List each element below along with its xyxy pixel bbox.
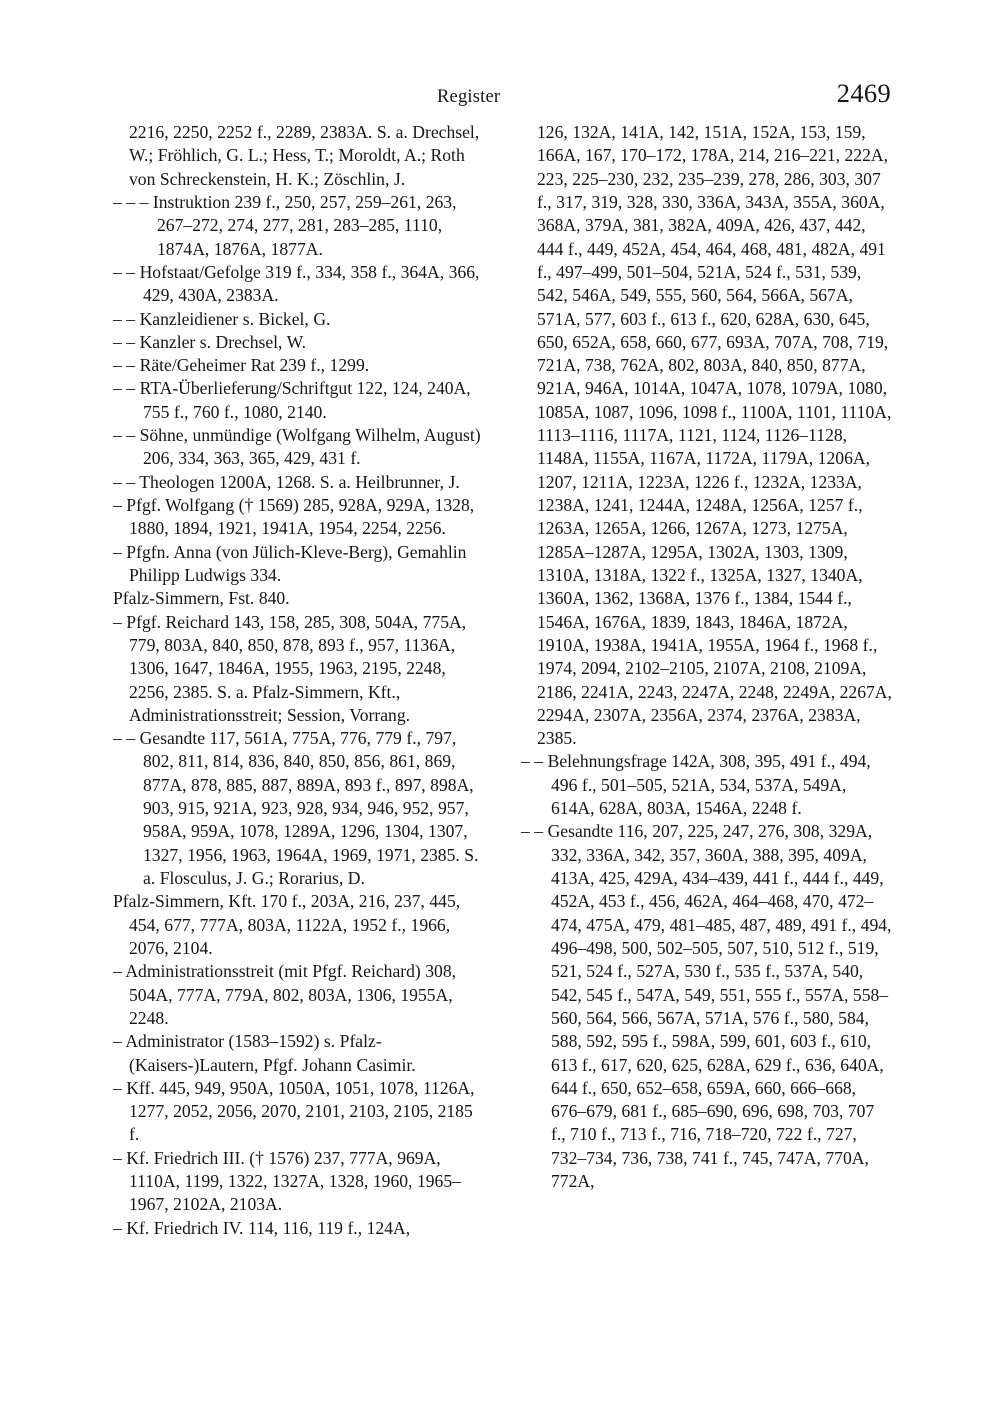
entry-level-dash: – bbox=[113, 611, 122, 632]
index-entry bbox=[113, 331, 485, 354]
entry-text: Instruktion 239 f., 250, 257, 259–261, 263, 267–272, 274, 277, 281, 283–285, 1110, 1874A, 1876A, 1877A. bbox=[152, 191, 457, 259]
entry-text: Kanzleidiener s. Bickel, G. bbox=[139, 308, 331, 329]
entry-level-dash: – – bbox=[521, 821, 544, 842]
entry-text: Theologen 1200A, 1268. S. a. Heilbrunner, J. bbox=[139, 471, 460, 492]
index-entry bbox=[113, 1147, 485, 1217]
index-entry bbox=[113, 261, 485, 308]
entry-text: 2216, 2250, 2252 f., 2289, 2383A. S. a. Drechsel, W.; Fröhlich, G. L.; Hess, T.; Moroldt, A.; Roth von Schreckenstein, H. K.; Zöschlin, J. bbox=[129, 122, 480, 189]
entry-level-dash: – – bbox=[113, 471, 136, 492]
entry-text: Söhne, unmündige (Wolfgang Wilhelm, August) 206, 334, 363, 365, 429, 431 f. bbox=[139, 425, 481, 469]
entry-level-dash: – – bbox=[113, 355, 136, 376]
index-entry bbox=[521, 750, 893, 820]
entry-level-dash: – – bbox=[113, 425, 136, 446]
entry-level-dash: – bbox=[113, 961, 122, 982]
index-entry bbox=[113, 541, 485, 588]
entry-text: Hofstaat/Gefolge 319 f., 334, 358 f., 364A, 366, 429, 430A, 2383A. bbox=[139, 261, 480, 306]
index-entry bbox=[113, 727, 485, 890]
entry-level-dash: – – bbox=[113, 378, 136, 399]
index-entry bbox=[113, 1217, 485, 1240]
entry-text: Kf. Friedrich IV. 114, 116, 119 f., 124A, bbox=[126, 1217, 411, 1238]
entry-text: Belehnungsfrage 142A, 308, 395, 491 f., 494, 496 f., 501–505, 521A, 534, 537A, 549A, 614A, 628A, 803A, 1546A, 2248 f. bbox=[547, 751, 871, 819]
index-columns bbox=[113, 121, 893, 1240]
index-entry bbox=[113, 377, 485, 424]
entry-text: Administrationsstreit (mit Pfgf. Reichard) 308, 504A, 777A, 779A, 802, 803A, 1306, 1955A, 2248. bbox=[125, 961, 457, 1028]
index-entry bbox=[113, 611, 485, 728]
entry-level-dash: – – – bbox=[113, 191, 149, 212]
entry-level-dash: – – bbox=[113, 308, 136, 329]
index-entry bbox=[113, 471, 485, 494]
entry-text: 126, 132A, 141A, 142, 151A, 152A, 153, 159, 166A, 167, 170–172, 178A, 214, 216–221, 222A, 223, 225–230, 232, 235–239, 278, 286, 303, 307 f., 317, 319, 328, 330, 336A, 343A, 355A, 360A, 368A, 379A, 381, 382A, 409A, 426, 437, 442, 444 f., 449, 452A, 454, 464, 468, 481, 482A, 491 f., 497–499, 501–504, 521A, 524 f., 531, 539, 542, 546A, 549, 555, 560, 564, 566A, 567A, 571A, 577, 603 f., 613 f., 620, 628A, 630, 645, 650, 652A, 658, 660, 677, 693A, 707A, 708, 719, 721A, 738, 762A, 802, 803A, 840, 850, 877A, 921A, 946A, 1014A, 1047A, 1078, 1079A, 1080, 1085A, 1087, 1096, 1098 f., 1100A, 1101, 1110A, 1113–1116, 1117A, 1121, 1124, 1126–1128, 1148A, 1155A, 1167A, 1172A, 1179A, 1206A, 1207, 1211A, 1223A, 1226 f., 1232A, 1233A, 1238A, 1241, 1244A, 1248A, 1256A, 1257 f., 1263A, 1265A, 1266, 1267A, 1273, 1275A, 1285A–1287A, 1295A, 1302A, 1303, 1309, 1310A, 1318A, 1322 f., 1325A, 1327, 1340A, 1360A, 1362, 1368A, 1376 f., 1384, 1544 f., 1546A, 1676A, 1839, 1843, 1846A, 1872A, 1910A, 1938A, 1941A, 1955A, 1964 f., 1968 f., 1974, 2094, 2102–2105, 2107A, 2108, 2109A, 2186, 2241A, 2243, 2247A, 2248, 2249A, 2267A, 2294A, 2307A, 2356A, 2374, 2376A, 2383A, 2385. bbox=[537, 122, 892, 749]
entry-text: Kff. 445, 949, 950A, 1050A, 1051, 1078, 1126A, 1277, 2052, 2056, 2070, 2101, 2103, 2105, 2185 f. bbox=[126, 1077, 475, 1145]
index-entry bbox=[113, 121, 485, 191]
index-entry bbox=[113, 1030, 485, 1077]
entry-level-dash: – bbox=[113, 495, 122, 515]
entry-text: Gesandte 117, 561A, 775A, 776, 779 f., 797, 802, 811, 814, 836, 840, 850, 856, 861, 869, 877A, 878, 885, 887, 889A, 893 f., 897, 898A, 903, 915, 921A, 923, 928, 934, 946, 952, 957, 958A, 959A, 1078, 1289A, 1296, 1304, 1307, 1327, 1956, 1963, 1964A, 1969, 1971, 2385. S. a. Flosculus, J. G.; Rorarius, D. bbox=[139, 728, 479, 888]
entry-level-dash: – bbox=[113, 1217, 122, 1238]
entry-text: Pfgfn. Anna (von Jülich-Kleve-Berg), Gemahlin Philipp Ludwigs 334. bbox=[126, 541, 467, 585]
entry-level-dash: – bbox=[113, 541, 122, 562]
index-entry bbox=[113, 960, 485, 1030]
index-entry bbox=[113, 354, 485, 377]
index-entry bbox=[521, 121, 893, 750]
index-column-left bbox=[113, 121, 485, 1240]
index-entry bbox=[113, 587, 485, 610]
entry-text: Pfgf. Reichard 143, 158, 285, 308, 504A, 775A, 779, 803A, 840, 850, 878, 893 f., 957, 1136A, 1306, 1647, 1846A, 1955, 1963, 2195, 2248, 2256, 2385. S. a. Pfalz-Simmern, Kft., Administrationsstreit; Session, Vorrang. bbox=[126, 611, 467, 725]
entry-text: Gesandte 116, 207, 225, 247, 276, 308, 329A, 332, 336A, 342, 357, 360A, 388, 395, 409A, 413A, 425, 429A, 434–439, 441 f., 444 f., 449, 452A, 453 f., 456, 462A, 464–468, 470, 472–474, 475A, 479, 481–485, 487, 489, 491 f., 494, 496–498, 500, 502–505, 507, 510, 512 f., 519, 521, 524 f., 527A, 530 f., 535 f., 537A, 540, 542, 545 f., 547A, 549, 551, 555 f., 557A, 558–560, 564, 566, 567A, 571A, 576 f., 580, 584, 588, 592, 595 f., 598A, 599, 601, 603 f., 610, 613 f., 617, 620, 625, 628A, 629 f., 636, 640A, 644 f., 650, 652–658, 659A, 660, 666–668, 676–679, 681 f., 685–690, 696, 698, 703, 707 f., 710 f., 713 f., 716, 718–720, 722 f., 727, 732–734, 736, 738, 741 f., 745, 747A, 770A, 772A, bbox=[547, 821, 892, 1192]
entry-text: Räte/Geheimer Rat 239 f., 1299. bbox=[139, 355, 370, 376]
index-entry bbox=[113, 191, 485, 261]
index-entry bbox=[521, 820, 893, 1193]
index-entry bbox=[113, 1077, 485, 1147]
index-entry bbox=[113, 494, 485, 541]
entry-level-dash: – – bbox=[521, 751, 544, 772]
index-column-right bbox=[521, 121, 893, 1193]
entry-text: RTA-Überlieferung/Schriftgut 122, 124, 240A, 755 f., 760 f., 1080, 2140. bbox=[139, 378, 471, 422]
running-head-title: Register bbox=[437, 87, 501, 107]
index-entry bbox=[113, 424, 485, 471]
entry-level-dash: – – bbox=[113, 331, 136, 352]
index-entry bbox=[113, 890, 485, 960]
entry-level-dash: – – bbox=[113, 728, 136, 749]
running-head bbox=[113, 78, 891, 108]
entry-level-dash: – bbox=[113, 1147, 122, 1168]
entry-text: Kf. Friedrich III. († 1576) 237, 777A, 969A, 1110A, 1199, 1322, 1327A, 1328, 1960, 1965–1967, 2102A, 2103A. bbox=[126, 1147, 461, 1215]
index-entry bbox=[113, 308, 485, 331]
entry-text: Administrator (1583–1592) s. Pfalz-(Kaisers-)Lautern, Pfgf. Johann Casimir. bbox=[125, 1031, 416, 1075]
entry-level-dash: – – bbox=[113, 261, 136, 282]
entry-text: Pfgf. Wolfgang († 1569) 285, 928A, 929A, 1328, 1880, 1894, 1921, 1941A, 1954, 2254, 2256. bbox=[126, 495, 475, 539]
page-number: 2469 bbox=[836, 78, 891, 108]
entry-text: Pfalz-Simmern, Kft. 170 f., 203A, 216, 237, 445, 454, 677, 777A, 803A, 1122A, 1952 f., 1966, 2076, 2104. bbox=[113, 891, 461, 958]
entry-text: Kanzler s. Drechsel, W. bbox=[139, 331, 307, 352]
entry-level-dash: – bbox=[113, 1077, 122, 1098]
entry-level-dash: – bbox=[113, 1031, 122, 1052]
entry-text: Pfalz-Simmern, Fst. 840. bbox=[113, 588, 290, 609]
